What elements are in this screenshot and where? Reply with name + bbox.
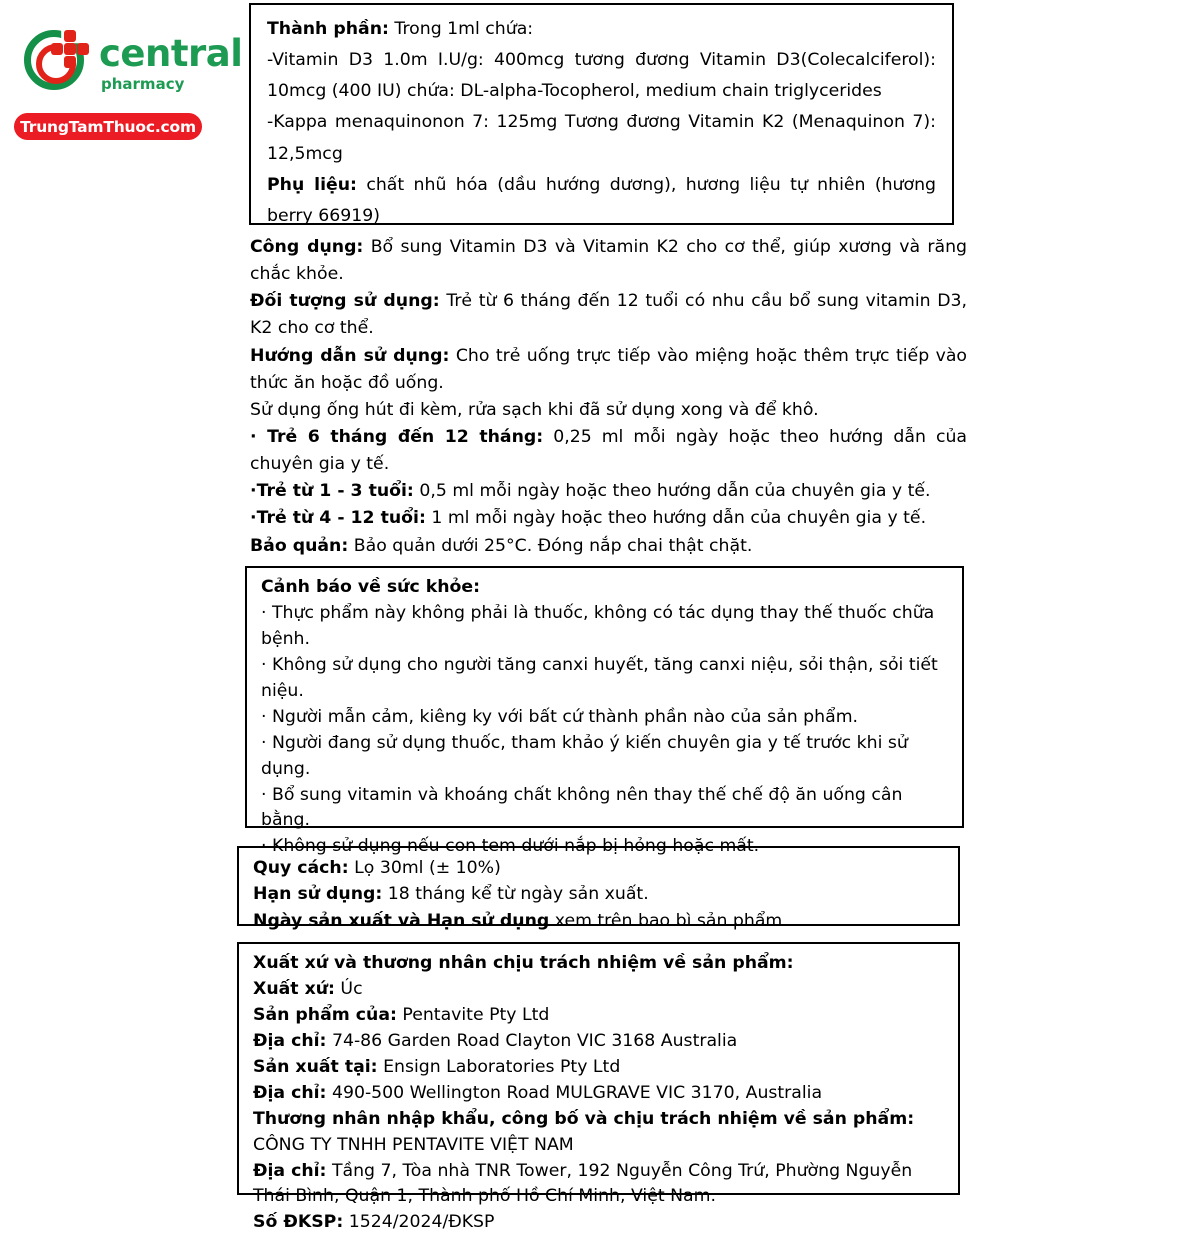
origin-title: Xuất xứ và thương nhân chịu trách nhiệm về sản phẩm: bbox=[253, 953, 794, 973]
manufactured-at-label: Sản xuất tại: bbox=[253, 1056, 378, 1077]
excipients-label: Phụ liệu: bbox=[267, 174, 357, 195]
ingredients-box bbox=[249, 3, 954, 225]
origin-line bbox=[253, 1081, 944, 1107]
health-warning-item: · Bổ sung vitamin và khoáng chất không nên thay thế chế độ ăn uống cân bằng. bbox=[261, 784, 903, 831]
dose-line bbox=[250, 505, 967, 532]
address-label: Địa chỉ: bbox=[253, 1030, 327, 1051]
specification-box bbox=[237, 846, 960, 931]
package-spec-value: Lọ 30ml (± 10%) bbox=[348, 858, 501, 878]
ingredients-line bbox=[267, 170, 936, 232]
central-pharmacy-logo-icon bbox=[22, 28, 90, 96]
importer-title: Thương nhân nhập khẩu, công bố và chịu trách nhiệm về sản phẩm: bbox=[253, 1108, 915, 1129]
registration-number-value: 1524/2024/ĐKSP bbox=[343, 1212, 495, 1233]
target-users-label: Đối tượng sử dụng: bbox=[250, 291, 440, 312]
health-warning-title: Cảnh báo về sức khỏe: bbox=[261, 577, 481, 597]
directions-label: Hướng dẫn sử dụng: bbox=[250, 345, 450, 366]
shelf-life-value: 18 tháng kể từ ngày sản xuất. bbox=[382, 884, 649, 905]
address-value: 490-500 Wellington Road MULGRAVE VIC 3170, Australia bbox=[326, 1082, 823, 1103]
health-warning-item: · Thực phẩm này không phải là thuốc, không có tác dụng thay thế thuốc chữa bệnh. bbox=[261, 602, 935, 649]
straw-note: Sử dụng ống hút đi kèm, rửa sạch khi đã sử dụng xong và để khô. bbox=[250, 399, 819, 420]
health-warning-item: · Không sử dụng cho người tăng canxi huyết, tăng canxi niệu, sỏi thận, sỏi tiết niệu. bbox=[261, 654, 938, 701]
manufactured-at-value: Ensign Laboratories Pty Ltd bbox=[377, 1056, 621, 1077]
address-label: Địa chỉ: bbox=[253, 1160, 327, 1181]
address-value: 74-86 Garden Road Clayton VIC 3168 Australia bbox=[326, 1030, 738, 1051]
dose-4-12-years-label: ·Trẻ từ 4 - 12 tuổi: bbox=[250, 508, 426, 529]
address-value: Tầng 7, Tòa nhà TNR Tower, 192 Nguyễn Công Trứ, Phường Nguyễn Thái Bình, Quận 1, Thành phố Hồ Chí Minh, Việt Nam. bbox=[253, 1160, 913, 1207]
storage-line bbox=[250, 533, 967, 560]
dose-4-12-years-value: 1 ml mỗi ngày hoặc theo hướng dẫn của chuyên gia y tế. bbox=[425, 508, 927, 529]
origin-line bbox=[253, 1210, 944, 1236]
dose-line bbox=[250, 478, 967, 505]
health-warning-item: · Không sử dụng nếu con tem dưới nắp bị hỏng hoặc mất. bbox=[261, 836, 760, 857]
dose-1-3-years-label: ·Trẻ từ 1 - 3 tuổi: bbox=[250, 481, 414, 502]
storage-label: Bảo quản: bbox=[250, 535, 349, 556]
medical-cross-icon bbox=[51, 30, 89, 68]
ingredients-line bbox=[267, 107, 936, 169]
origin-line bbox=[253, 1029, 944, 1055]
importer-company-name: CÔNG TY TNHH PENTAVITE VIỆT NAM bbox=[253, 1134, 574, 1155]
storage-value: Bảo quản dưới 25°C. Đóng nắp chai thật chặt. bbox=[348, 535, 753, 556]
logo-word-central: central bbox=[99, 32, 243, 75]
ingredients-line bbox=[267, 14, 936, 45]
usage-line bbox=[250, 343, 967, 397]
registration-number-label: Số ĐKSP: bbox=[253, 1212, 344, 1233]
spec-line bbox=[253, 855, 944, 881]
origin-line bbox=[253, 977, 944, 1003]
spec-line bbox=[253, 881, 944, 907]
central-pharmacy-logo[interactable] bbox=[22, 28, 242, 96]
excipients-value: chất nhũ hóa (dầu hướng dương), hương liệu tự nhiên (hương berry 66919) bbox=[267, 174, 936, 226]
address-label: Địa chỉ: bbox=[253, 1082, 327, 1103]
logo-word-pharmacy: pharmacy bbox=[101, 75, 185, 93]
origin-line bbox=[253, 1055, 944, 1081]
uses-label: Công dụng: bbox=[250, 237, 364, 257]
dose-line bbox=[250, 424, 967, 478]
target-users-value: Trẻ từ 6 tháng đến 12 tuổi có nhu cầu bổ sung vitamin D3, K2 cho cơ thể. bbox=[250, 291, 967, 339]
spec-line bbox=[253, 908, 944, 934]
shelf-life-label: Hạn sử dụng: bbox=[253, 884, 383, 905]
health-warning-item: · Người mẫn cảm, kiêng ky với bất cứ thành phần nào của sản phẩm. bbox=[261, 706, 859, 727]
dose-6-12-months-label: · Trẻ 6 tháng đến 12 tháng: bbox=[250, 426, 544, 447]
dose-1-3-years-value: 0,5 ml mỗi ngày hoặc theo hướng dẫn của chuyên gia y tế. bbox=[413, 481, 931, 502]
country-of-origin-label: Xuất xứ: bbox=[253, 978, 335, 999]
origin-line bbox=[253, 1159, 944, 1211]
ingredients-value: -Kappa menaquinonon 7: 125mg Tương đương Vitamin K2 (Menaquinon 7): 12,5mcg bbox=[267, 112, 936, 164]
usage-line bbox=[250, 397, 967, 424]
health-warning-box bbox=[245, 566, 964, 857]
site-url-badge-label: TrungTamThuoc.com bbox=[20, 117, 196, 136]
dose-6-12-months-value: 0,25 ml mỗi ngày hoặc theo hướng dẫn của chuyên gia y tế. bbox=[250, 426, 968, 475]
directions-value: Cho trẻ uống trực tiếp vào miệng hoặc thêm trực tiếp vào thức ăn hoặc đồ uống. bbox=[250, 345, 967, 393]
package-spec-label: Quy cách: bbox=[253, 858, 349, 878]
uses-value: Bổ sung Vitamin D3 và Vitamin K2 cho cơ thể, giúp xương và răng chắc khỏe. bbox=[250, 237, 967, 285]
usage-line bbox=[250, 234, 967, 288]
origin-line bbox=[253, 951, 944, 977]
origin-line bbox=[253, 1003, 944, 1029]
origin-line bbox=[253, 1133, 944, 1159]
health-warning-item: · Người đang sử dụng thuốc, tham khảo ý kiến chuyên gia y tế trước khi sử dụng. bbox=[261, 732, 908, 779]
usage-line bbox=[250, 288, 967, 342]
origin-manufacturer-box bbox=[237, 942, 960, 1233]
usage-section bbox=[250, 234, 967, 560]
ingredients-value: Trong 1ml chứa: bbox=[388, 19, 534, 39]
ingredients-value: -Vitamin D3 1.0m I.U/g: 400mcg tương đương Vitamin D3(Colecalciferol): 10mcg (400 IU) chứa: DL-alpha-Tocopherol, medium chain triglycerides bbox=[267, 50, 936, 102]
origin-line bbox=[253, 1107, 944, 1133]
country-of-origin-value: Úc bbox=[334, 978, 363, 999]
site-url-badge[interactable] bbox=[14, 113, 202, 140]
mfg-expiry-value: xem trên bao bì sản phẩm bbox=[549, 910, 783, 931]
logo-wordmark bbox=[99, 28, 242, 92]
brand-block bbox=[0, 0, 243, 160]
product-of-value: Pentavite Pty Ltd bbox=[396, 1004, 550, 1025]
product-of-label: Sản phẩm của: bbox=[253, 1004, 397, 1025]
ingredients-label: Thành phần: bbox=[267, 19, 389, 39]
mfg-expiry-label: Ngày sản xuất và Hạn sử dụng bbox=[253, 910, 550, 931]
ingredients-line bbox=[267, 45, 936, 107]
